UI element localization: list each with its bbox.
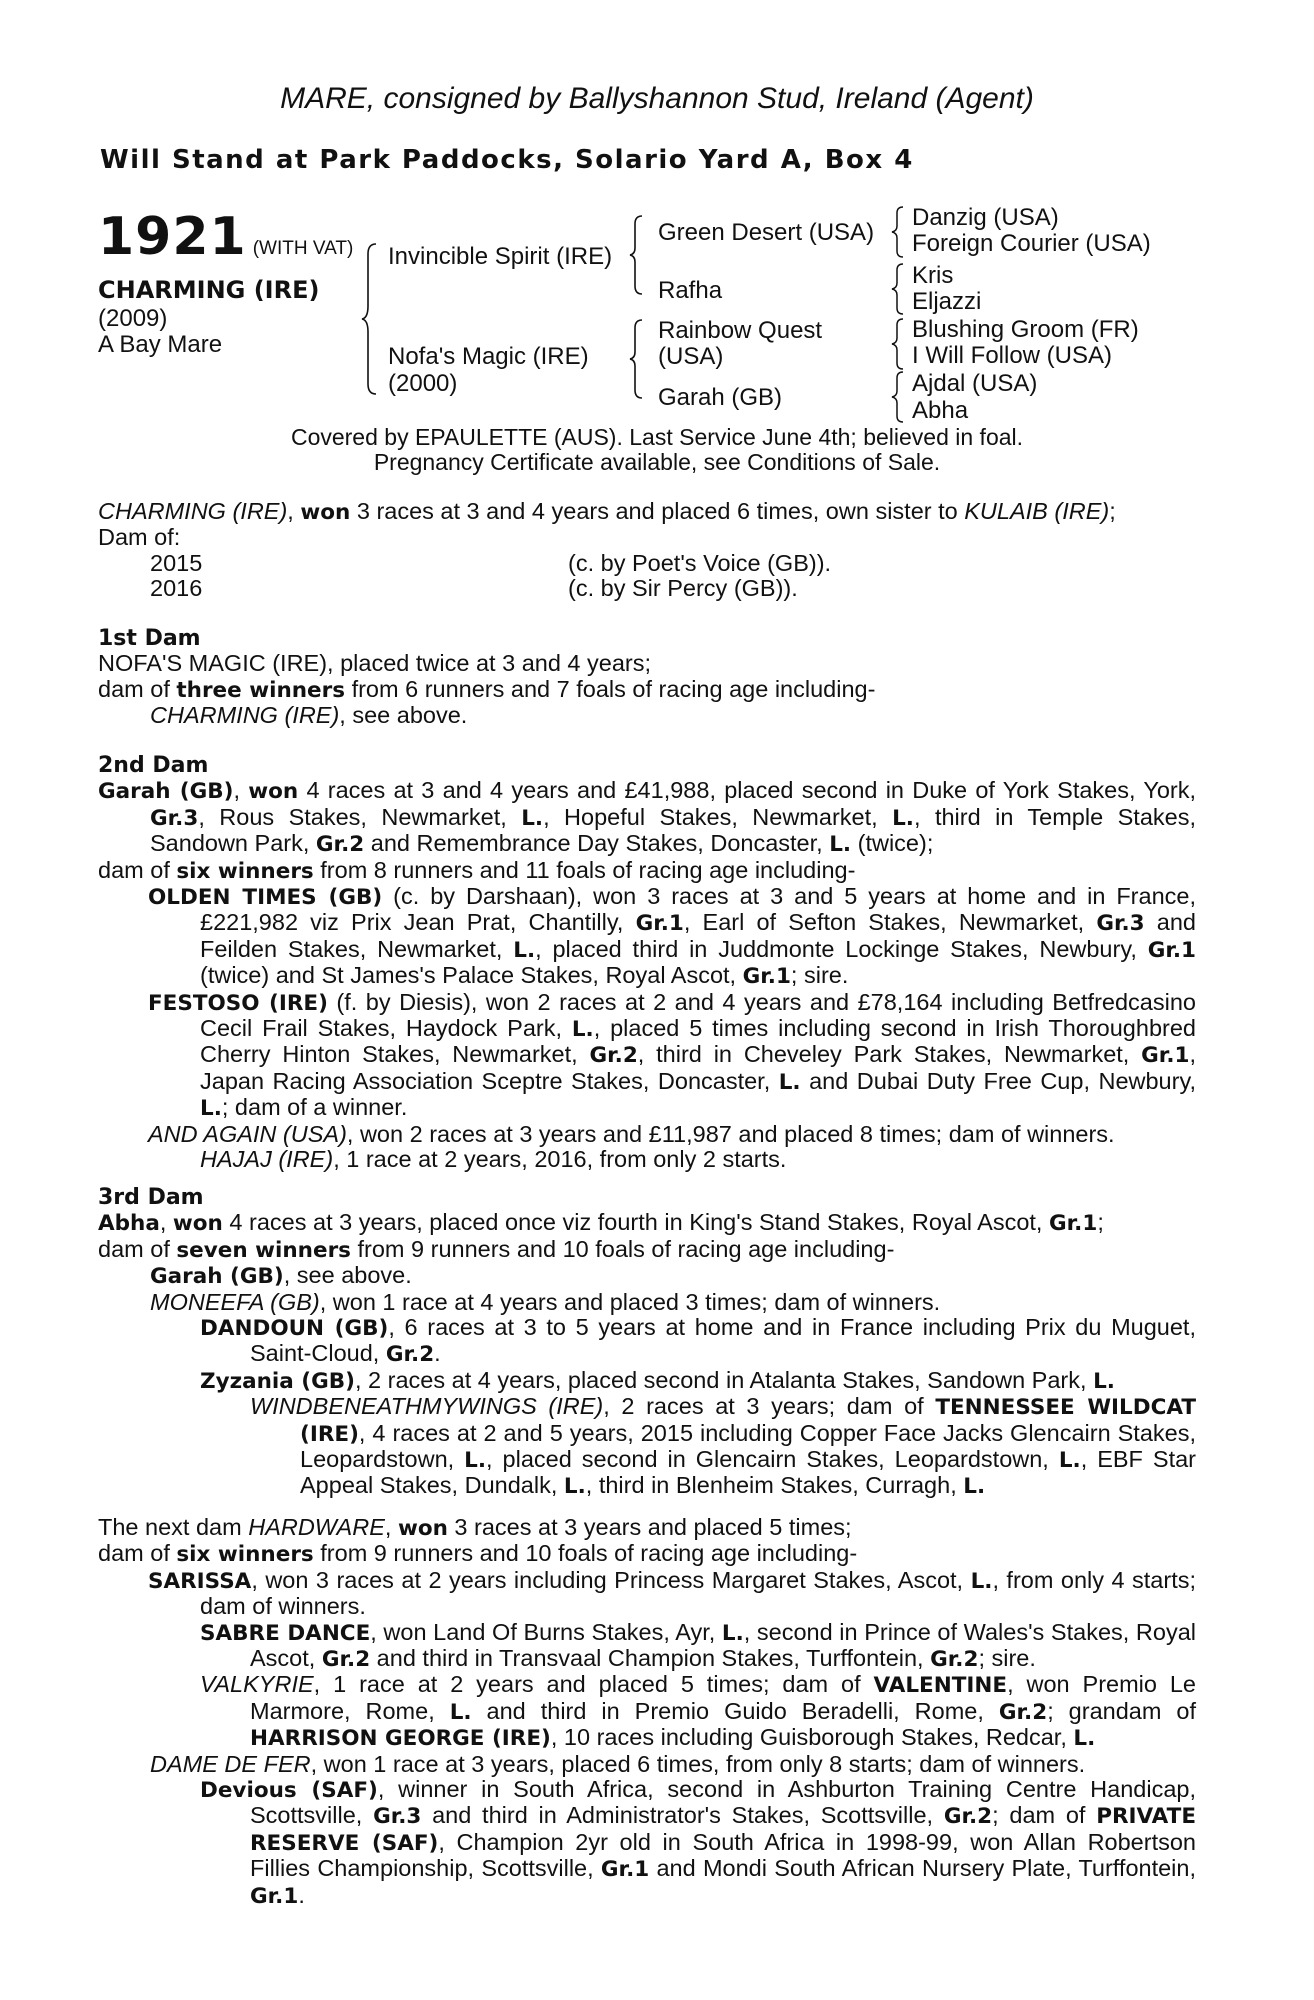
record-text: , won Land Of Burns Stakes, Ayr, — [370, 1618, 722, 1645]
location-line: Will Stand at Park Paddocks, Solario Yard A, Box 4 — [100, 145, 914, 175]
progeny-name: SABRE DANCE — [200, 1620, 371, 1646]
record-text: , 10 races including Guisborough Stakes, Redcar, — [550, 1724, 1074, 1751]
record-text: , won Premio Le Marmore, Rome, — [250, 1671, 1196, 1724]
winners-count: six winners — [176, 858, 314, 884]
intro-won: won — [300, 500, 351, 525]
dam-of-pre: dam of — [98, 675, 177, 702]
grade: L. — [970, 1568, 993, 1594]
record-text: , 1 race at 2 years and placed 5 times; dam of — [313, 1671, 874, 1698]
progeny-festoso — [98, 990, 1196, 1122]
horse-name: CHARMING (IRE) — [98, 276, 320, 304]
second-dam-heading: 2nd Dam — [98, 753, 209, 778]
pedigree-brace-dam — [628, 318, 648, 400]
grade: L. — [200, 1096, 222, 1122]
pedigree-dam-sire-2: (USA) — [658, 343, 724, 370]
record-text: ; — [1097, 1209, 1104, 1236]
record-text: and Dubai Duty Free Cup, Newbury, — [800, 1067, 1196, 1094]
record-text: and Remembrance Day Stakes, Doncaster, — [364, 830, 830, 857]
grade: L. — [1073, 1726, 1096, 1752]
foal-year: 2015 — [150, 549, 203, 576]
pedigree-dam-year: (2000) — [388, 370, 458, 397]
progeny-hajaj — [98, 1147, 1196, 1172]
intro-sister: KULAIB (IRE) — [964, 498, 1110, 524]
dam-of-post: from 9 runners and 10 foals of racing age including- — [313, 1540, 858, 1567]
record-text: , 6 races at 3 to 5 years at home and in France including Prix du Muguet, Saint-Cloud, — [250, 1314, 1196, 1367]
record-text: , EBF Star Appeal Stakes, Dundalk, — [300, 1446, 1196, 1499]
pregnancy-line: Pregnancy Certificate available, see Conditions of Sale. — [373, 449, 941, 475]
grade: Gr.1 — [635, 911, 684, 937]
intro-section: CHARMING (IRE), won 3 races at 3 and 4 years and placed 6 times, own sister to KULAIB (IRE); Dam of: 2015 (c. by Poet's Voice (GB)). 2016 (c. by Sir Percy (GB)). — [98, 499, 1196, 602]
grade: Gr.3 — [373, 1804, 422, 1830]
record-text: , Rous Stakes, Newmarket, — [198, 803, 522, 830]
record-text: , placed 5 times including second in Irish Thoroughbred Cherry Hinton Stakes, Newmarket, — [200, 1015, 1196, 1068]
grade: Gr.2 — [315, 832, 365, 858]
pedigree-sire-sire: Green Desert (USA) — [658, 219, 875, 246]
first-dam-child: CHARMING (IRE) — [150, 702, 340, 729]
record-text: and Feilden Stakes, Newmarket, — [200, 909, 1196, 962]
progeny-name: AND AGAIN (USA) — [148, 1120, 347, 1147]
first-dam-section — [98, 626, 1196, 729]
grade: L. — [449, 1699, 472, 1725]
vat-note: (WITH VAT) — [252, 238, 354, 259]
record-text: ; sire. — [978, 1645, 1036, 1672]
progeny-dandoun — [98, 1315, 1196, 1368]
grade: Gr.3 — [150, 805, 199, 831]
record-text: and Mondi South African Nursery Plate, Turffontein, — [649, 1855, 1196, 1882]
record-text: , Champion 2yr old in South Africa in 1998-99, won Allan Robertson Fillies Championship, Scottsville, — [250, 1828, 1196, 1882]
intro-text: 3 races at 3 and 4 years and placed 6 times, own sister to — [350, 498, 965, 524]
horse-description: A Bay Mare — [98, 331, 223, 358]
grade: Gr.1 — [1147, 937, 1196, 963]
progeny-name: VALKYRIE — [200, 1671, 314, 1698]
grade: Gr.2 — [930, 1647, 979, 1673]
foal-row — [98, 576, 1196, 601]
record-text: , Earl of Sefton Stakes, Newmarket, — [683, 909, 1097, 936]
record-text: ; dam of — [992, 1802, 1097, 1829]
record-text: , — [384, 1514, 398, 1540]
record-text: and third in Transvaal Champion Stakes, Turffontein, — [370, 1645, 931, 1672]
next-dam-section — [98, 1515, 1196, 1909]
next-dam-name: HARDWARE — [248, 1514, 385, 1540]
horse-year: (2009) — [98, 305, 168, 332]
record-text: , won 2 races at 3 years and £11,987 and placed 8 times; dam of winners. — [346, 1120, 1115, 1147]
dam-of-post: from 8 runners and 11 foals of racing age including- — [313, 856, 856, 883]
record-text: , 2 races at 4 years, placed second in Atalanta Stakes, Sandown Park, — [354, 1366, 1094, 1393]
record-text: ; sire. — [790, 962, 849, 989]
dam-of-post: from 9 runners and 10 foals of racing age including- — [350, 1235, 895, 1262]
progeny-name: HARRISON GEORGE (IRE) — [250, 1726, 551, 1752]
record-text: . — [434, 1340, 441, 1367]
record-text: and third in Administrator's Stakes, Scottsville, — [421, 1802, 944, 1829]
lot-header — [98, 207, 353, 267]
record-text: , see above. — [283, 1262, 412, 1289]
record-text: , placed second in Glencairn Stakes, Leopardstown, — [486, 1446, 1059, 1473]
progeny-name: Zyzania (GB) — [200, 1368, 355, 1394]
progeny-sabre-dance — [98, 1620, 1196, 1673]
record-text: , winner in South Africa, second in Ashburton Training Centre Handicap, Scottsville, — [250, 1776, 1196, 1829]
won-label: won — [172, 1211, 223, 1237]
second-dam-name: Garah (GB) — [98, 779, 234, 805]
third-dam-record: Abha, won 4 races at 3 years, placed once viz fourth in King's Stand Stakes, Royal Ascot, Gr.1; — [98, 1209, 1104, 1237]
pedigree-gg-4: Eljazzi — [912, 288, 982, 315]
record-text: , won 1 race at 3 years, placed 6 times, from only 8 starts; dam of winners. — [310, 1750, 1086, 1777]
grade: L. — [563, 1474, 586, 1500]
foal-desc: (c. by Poet's Voice (GB)). — [568, 549, 832, 576]
record-text: , second in Prince of Wales's Stakes, Royal Ascot, — [250, 1618, 1197, 1672]
grade: L. — [1058, 1448, 1081, 1474]
grade: L. — [778, 1069, 801, 1095]
record-text: , placed third in Juddmonte Lockinge Stakes, Newbury, — [535, 935, 1148, 962]
record-text: , won 1 race at 4 years and placed 3 times; dam of winners. — [319, 1288, 941, 1315]
progeny-name: VALENTINE — [873, 1673, 1008, 1699]
intro-text-end: ; — [1109, 498, 1116, 524]
progeny-name: DANDOUN (GB) — [200, 1316, 389, 1342]
grade: Gr.3 — [1096, 911, 1145, 937]
pedigree-brace-gg3 — [890, 317, 908, 371]
progeny-name: TENNESSEE WILDCAT (IRE) — [300, 1395, 1196, 1447]
progeny-windbeneathmywings — [98, 1394, 1196, 1500]
record-text: , third in Cheveley Park Stakes, Newmarket, — [637, 1041, 1142, 1068]
record-text: 3 races at 3 years and placed 5 times; — [447, 1514, 852, 1540]
record-text: The next dam — [98, 1514, 249, 1540]
winners-count: six winners — [176, 1542, 314, 1568]
grade: Gr.2 — [998, 1699, 1048, 1725]
pedigree-brace-main — [360, 242, 384, 396]
won-label: won — [248, 779, 299, 805]
record-text: , 2 races at 3 years; dam of — [603, 1393, 936, 1420]
pedigree-brace-gg1 — [890, 205, 908, 259]
pedigree-gg-3: Kris — [912, 262, 954, 289]
progeny-name: OLDEN TIMES (GB) — [148, 885, 383, 911]
record-text: , third in Temple Stakes, Sandown Park, — [150, 803, 1196, 857]
progeny-name: DAME DE FER — [150, 1750, 311, 1777]
third-dam-name: Abha — [98, 1211, 160, 1237]
grade: Gr.1 — [1141, 1043, 1190, 1069]
dam-of-pre: dam of — [98, 856, 177, 883]
record-text: , Hopeful Stakes, Newmarket, — [543, 803, 893, 830]
grade: Gr.2 — [385, 1342, 435, 1368]
progeny-devious — [98, 1777, 1196, 1909]
pedigree-gg-8: Abha — [912, 397, 969, 424]
grade: Gr.1 — [742, 964, 791, 990]
progeny-name: Garah (GB) — [150, 1264, 284, 1290]
record-text: , Japan Racing Association Sceptre Stakes, Doncaster, — [200, 1041, 1196, 1094]
consignment-line: MARE, consigned by Ballyshannon Stud, Ireland (Agent) — [280, 82, 1034, 115]
covered-line: Covered by EPAULETTE (AUS). Last Service June 4th; believed in foal. — [290, 424, 1024, 450]
progeny-olden-times — [98, 884, 1196, 990]
record-text: , won 3 races at 2 years including Princess Margaret Stakes, Ascot, — [251, 1566, 971, 1593]
record-text: 4 races at 3 and 4 years and £41,988, placed second in Duke of York Stakes, York, — [298, 777, 1197, 804]
progeny-valkyrie — [98, 1672, 1196, 1751]
record-text: (twice) and St James's Palace Stakes, Royal Ascot, — [200, 962, 743, 989]
progeny-name: SARISSA — [148, 1568, 252, 1594]
progeny-name: MONEEFA (GB) — [150, 1288, 320, 1315]
grade: L. — [513, 937, 536, 963]
pedigree-gg-1: Danzig (USA) — [912, 204, 1059, 231]
foal-year: 2016 — [150, 575, 203, 602]
pedigree-brace-gg2 — [890, 262, 908, 316]
progeny-dame-de-fer — [98, 1752, 1196, 1777]
grade: Gr.1 — [250, 1883, 299, 1909]
pedigree-gg-2: Foreign Courier (USA) — [912, 230, 1151, 257]
record-text: , third in Blenheim Stakes, Curragh, — [585, 1472, 964, 1499]
grade: Gr.1 — [1049, 1211, 1098, 1237]
pedigree-gg-6: I Will Follow (USA) — [912, 342, 1113, 369]
grade: Gr.2 — [943, 1804, 993, 1830]
pedigree-gg-5: Blushing Groom (FR) — [912, 316, 1139, 343]
grade: L. — [521, 805, 544, 831]
first-dam-child-post: , see above. — [339, 702, 468, 729]
grade: L. — [963, 1474, 986, 1500]
third-dam-heading: 3rd Dam — [98, 1185, 204, 1210]
record-text: ; grandam of — [1047, 1697, 1197, 1724]
progeny-sarissa — [98, 1568, 1196, 1620]
progeny-name: PRIVATE RESERVE (SAF) — [250, 1804, 1197, 1856]
first-dam-line: NOFA'S MAGIC (IRE), placed twice at 3 and 4 years; — [98, 650, 652, 677]
winners-count: three winners — [176, 677, 346, 703]
pedigree-dam: Nofa's Magic (IRE) — [388, 343, 589, 370]
grade: Gr.1 — [600, 1857, 650, 1883]
progeny-name: HAJAJ (IRE) — [200, 1146, 334, 1173]
dam-of-post: from 6 runners and 7 foals of racing age including- — [345, 675, 876, 702]
grade: Gr.2 — [321, 1647, 371, 1673]
record-text: ; dam of a winner. — [221, 1094, 408, 1121]
grade: L. — [571, 1017, 594, 1043]
progeny-name: FESTOSO (IRE) — [148, 990, 328, 1016]
pedigree-dam-sire-1: Rainbow Quest — [658, 317, 823, 344]
record-text: 4 races at 3 years, placed once viz fourth in King's Stand Stakes, Royal Ascot, — [222, 1209, 1049, 1236]
record-text: (f. by Diesis), won 2 races at 2 and 4 years and £78,164 including Betfredcasino Cecil Frail Stakes, Haydock Park, — [200, 988, 1196, 1042]
record-text: , 4 races at 2 and 5 years, 2015 including Copper Face Jacks Glencairn Stakes, Leopardstown, — [300, 1419, 1196, 1473]
grade: L. — [464, 1448, 487, 1474]
record-text: , from only 4 starts; dam of winners. — [200, 1566, 1197, 1620]
grade: L. — [1093, 1368, 1115, 1394]
lot-number: 1921 — [98, 207, 247, 267]
next-dam-record — [98, 1515, 1196, 1541]
foal-desc: (c. by Sir Percy (GB)). — [568, 575, 798, 602]
first-dam-heading: 1st Dam — [98, 626, 201, 651]
pedigree-sire-dam: Rafha — [658, 277, 723, 304]
progeny-name: WINDBENEATHMYWINGS (IRE) — [250, 1393, 604, 1420]
record-text: and third in Premio Guido Beradelli, Rome, — [471, 1697, 999, 1724]
pedigree-gg-7: Ajdal (USA) — [912, 370, 1038, 397]
dam-of-pre: dam of — [98, 1235, 177, 1262]
progeny-and-again — [98, 1122, 1196, 1147]
record-text: (twice); — [851, 830, 934, 857]
grade: L. — [721, 1620, 744, 1646]
foal-row — [98, 551, 1196, 576]
dam-of-label: Dam of: — [98, 524, 181, 551]
record-text: (c. by Darshaan), won 3 races at 3 and 5 years at home and in France, £221,982 viz Prix Jean Prat, Chantilly, — [200, 883, 1196, 936]
record-text: . — [298, 1881, 305, 1908]
progeny-name: Devious (SAF) — [200, 1778, 378, 1804]
grade: L. — [892, 805, 914, 831]
third-dam-section — [98, 1185, 1196, 1500]
pedigree-brace-gg4 — [890, 370, 908, 424]
second-dam-record: Garah (GB), won 4 races at 3 and 4 years and £41,988, placed second in Duke of York Stakes, York, Gr.3, Rous Stakes, Newmarket, L., Hopeful Stakes, Newmarket, L., third in Temple Stakes, Sandown Park, Gr.2 and Remembrance Day Stakes, Doncaster, L. (twice); — [98, 777, 1197, 858]
pedigree-dam-dam: Garah (GB) — [658, 384, 783, 411]
pedigree-brace-sire — [628, 214, 648, 296]
record-text: , 1 race at 2 years, 2016, from only 2 starts. — [333, 1146, 787, 1173]
intro-name: CHARMING (IRE) — [98, 498, 288, 524]
progeny-zyzania — [98, 1368, 1196, 1394]
winners-count: seven winners — [176, 1237, 351, 1263]
grade: L. — [829, 832, 852, 858]
grade: Gr.2 — [589, 1043, 638, 1069]
won-label: won — [397, 1516, 448, 1541]
pedigree-sire: Invincible Spirit (IRE) — [388, 243, 613, 270]
dam-of-pre: dam of — [98, 1540, 177, 1567]
second-dam-section — [98, 753, 1196, 1173]
